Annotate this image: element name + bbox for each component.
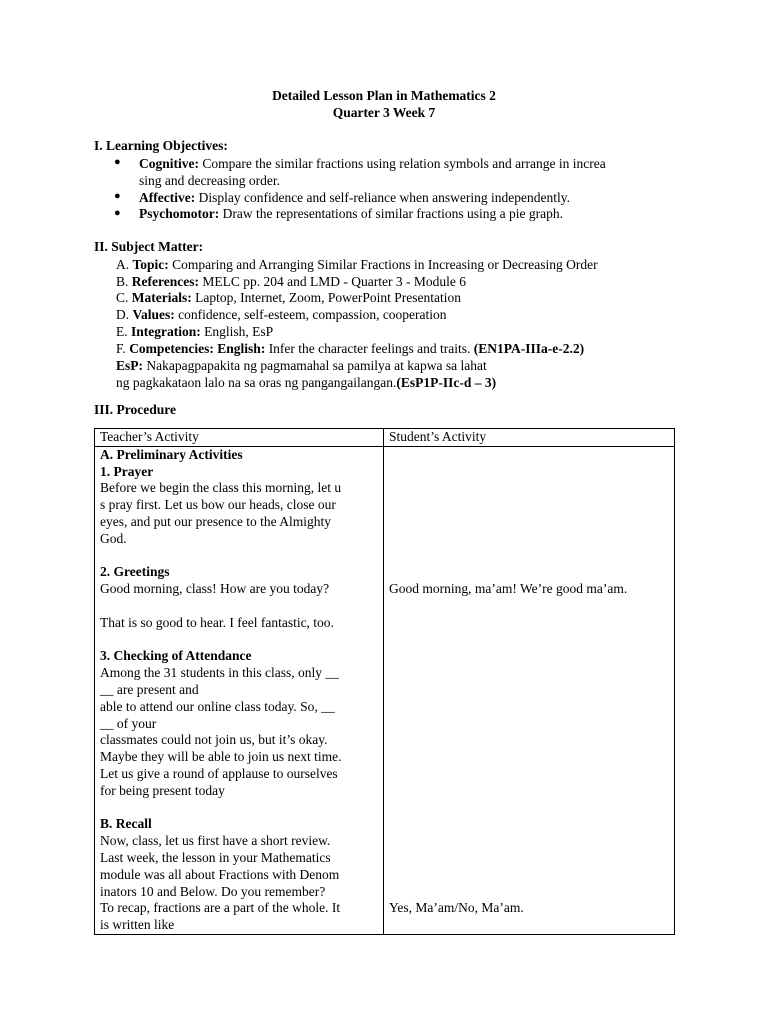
- greetings-response: Good morning, ma’am! We’re good ma’am.: [389, 581, 628, 597]
- subject-item-materials: C. Materials: Laptop, Internet, Zoom, PowerPoint Presentation: [116, 290, 461, 305]
- recall-line: Now, class, let us first have a short review.: [100, 833, 331, 849]
- recall-line: Last week, the lesson in your Mathematics: [100, 849, 331, 865]
- recall-line: module was all about Fractions with Denom: [100, 866, 340, 882]
- teacher-activity-cell: [95, 446, 384, 934]
- objective-psychomotor: Psychomotor: Draw the representations of similar fractions using a pie graph.: [139, 206, 564, 221]
- objective-affective: Affective: Display confidence and self-reliance when answering independently.: [139, 190, 570, 205]
- subject-item-values: D. Values: confidence, self-esteem, compassion, cooperation: [116, 307, 447, 322]
- attendance-line: __ of your: [100, 715, 157, 731]
- bullet-icon: ●: [114, 207, 121, 219]
- bullet-icon: ●: [114, 156, 121, 168]
- subject-item-topic: A. Topic: Comparing and Arranging Similar Fractions in Increasing or Decreasing Order: [116, 257, 598, 272]
- prayer-line: Before we begin the class this morning, let u: [100, 480, 342, 496]
- attendance-line: Let us give a round of applause to ourselves: [100, 765, 338, 781]
- subject-item-esp: EsP: Nakapagpapakita ng pagmamahal sa pamilya at kapwa sa lahat: [116, 358, 487, 373]
- attendance-line: Maybe they will be able to join us next time.: [100, 749, 342, 765]
- subject-item-integration: E. Integration: English, EsP: [116, 324, 274, 339]
- procedure-table: [94, 428, 675, 935]
- recall-heading: B. Recall: [100, 816, 152, 832]
- attendance-line: __ are present and: [100, 681, 199, 697]
- subject-item-references: B. References: MELC pp. 204 and LMD - Quarter 3 - Module 6: [116, 274, 466, 289]
- table-header-row: [95, 429, 675, 447]
- student-activity-cell: [384, 446, 675, 934]
- prayer-line: s pray first. Let us bow our heads, close our: [100, 497, 336, 513]
- subject-matter-heading: II. Subject Matter:: [94, 239, 204, 254]
- attendance-line: able to attend our online class today. So, __: [100, 698, 335, 714]
- table-row: [95, 446, 675, 934]
- subject-item-competencies: F. Competencies: English: Infer the character feelings and traits. (EN1PA-IIIa-e-2.2): [116, 341, 585, 356]
- recall-line: inators 10 and Below. Do you remember?: [100, 883, 326, 899]
- recall-line: To recap, fractions are a part of the whole. It: [100, 900, 341, 916]
- procedure-heading: III. Procedure: [94, 402, 176, 417]
- objective-cognitive: Cognitive: Compare the similar fractions using relation symbols and arrange in increa: [139, 156, 606, 171]
- attendance-line: classmates could not join us, but it’s okay.: [100, 732, 328, 748]
- attendance-line: Among the 31 students in this class, only __: [100, 665, 339, 681]
- prayer-line: God.: [100, 530, 127, 546]
- attendance-heading: 3. Checking of Attendance: [100, 648, 252, 664]
- objective-cognitive-cont: sing and decreasing order.: [139, 173, 280, 188]
- preliminary-heading: A. Preliminary Activities: [100, 446, 243, 462]
- col-student-header: Student’s Activity: [384, 429, 675, 447]
- document-subtitle: Quarter 3 Week 7: [332, 105, 436, 120]
- document-title: Detailed Lesson Plan in Mathematics 2: [272, 88, 496, 103]
- objectives-heading: I. Learning Objectives:: [94, 138, 228, 153]
- recall-response: Yes, Ma’am/No, Ma’am.: [389, 900, 524, 916]
- greetings-line-2: That is so good to hear. I feel fantastic, too.: [100, 614, 334, 630]
- bullet-icon: ●: [114, 190, 121, 202]
- subject-item-esp-cont: ng pagkakataon lalo na sa oras ng pangangailangan.(EsP1P-IIc-d – 3): [116, 375, 497, 390]
- recall-line: is written like: [100, 917, 175, 933]
- col-teacher-header: Teacher’s Activity: [95, 429, 384, 447]
- prayer-heading: 1. Prayer: [100, 463, 154, 479]
- attendance-line: for being present today: [100, 782, 225, 798]
- greetings-line: Good morning, class! How are you today?: [100, 581, 330, 597]
- greetings-heading: 2. Greetings: [100, 564, 170, 580]
- prayer-line: eyes, and put our presence to the Almighty: [100, 513, 331, 529]
